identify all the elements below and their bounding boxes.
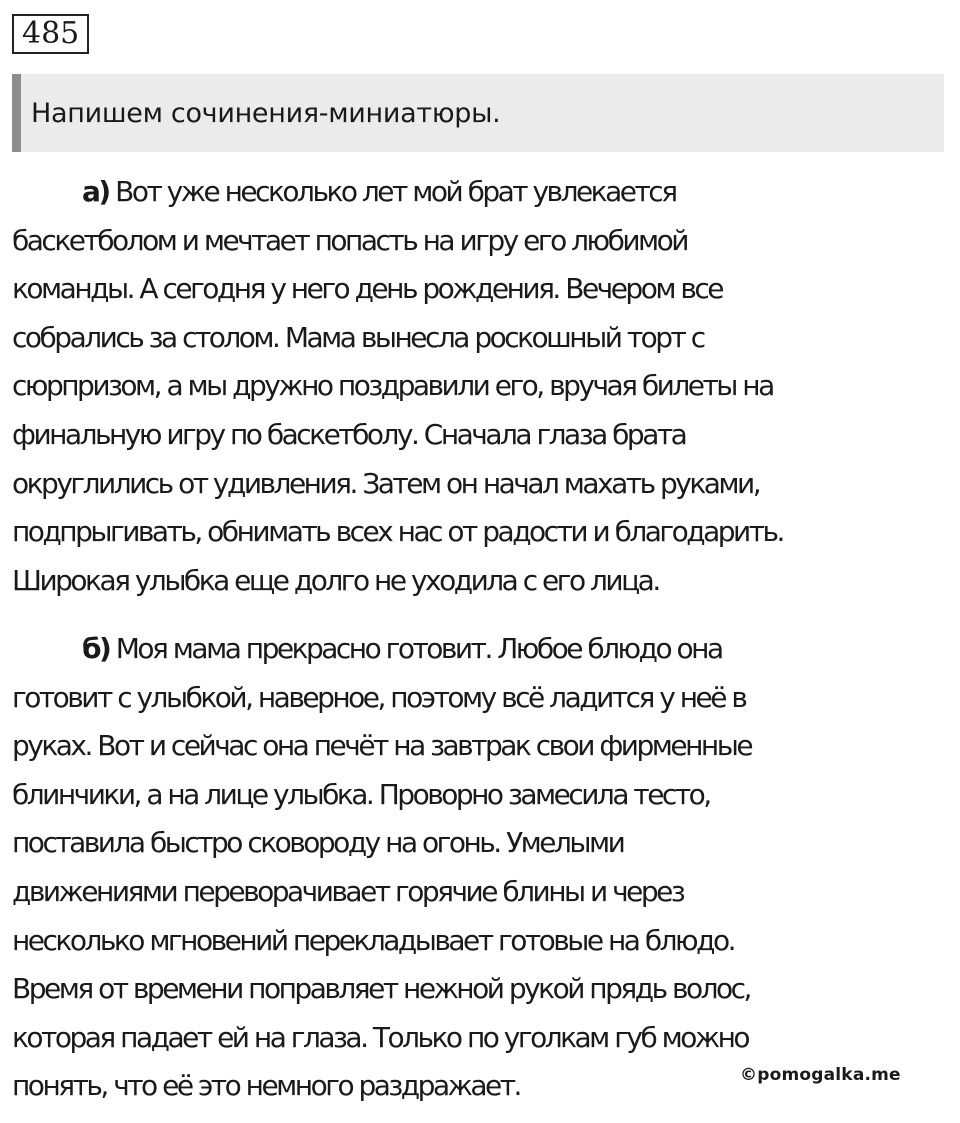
essay-line: округлились от удивления. Затем он начал махать руками, (12, 466, 760, 500)
essay-line: баскетболом и мечтает попасть на игру его любимой (12, 223, 687, 257)
essay-paragraph-b (12, 625, 956, 1111)
essay-line (12, 625, 956, 674)
essay-line (12, 168, 956, 217)
paragraph-marker: а) (82, 175, 109, 208)
essay-line: подпрыгивать, обнимать всех нас от радости и благодарить. (12, 515, 783, 549)
essay-line-text: Моя мама прекрасно готовит. Любое блюдо она (115, 632, 722, 665)
exercise-number-text: 485 (22, 16, 80, 51)
essay-line: поставила быстро сковороду на огонь. Умелыми (12, 826, 624, 860)
essay-line: сюрпризом, а мы дружно поздравили его, вручая билеты на (12, 369, 773, 403)
essay-line: несколько мгновений перекладывает готовые на блюдо. (12, 923, 734, 957)
essay-line: руках. Вот и сейчас она печёт на завтрак свои фирменные (12, 729, 752, 763)
essay-line: готовит с улыбкой, наверное, поэтому всё ладится у неё в (12, 680, 746, 714)
essay-line: понять, что её это немного раздражает. (12, 1069, 520, 1103)
exercise-number (12, 14, 89, 54)
essay-line-text: Вот уже несколько лет мой брат увлекается (115, 175, 676, 208)
essay-line: финальную игру по баскетболу. Сначала глаза брата (12, 417, 686, 451)
essay-paragraph-a (12, 168, 956, 605)
essay-line: блинчики, а на лице улыбка. Проворно замесила тесто, (12, 777, 710, 811)
essay-line: Широкая улыбка еще долго не уходила с его лица. (12, 563, 659, 597)
essay-line: которая падает ей на глаза. Только по уголкам губ можно (12, 1020, 749, 1054)
task-text: Напишем сочинения-миниатюры. (31, 97, 501, 129)
essay-line: движениями переворачивает горячие блины и через (12, 874, 684, 908)
essay-line: собрались за столом. Мама вынесла роскошный торт с (12, 320, 704, 354)
essay-line: Время от времени поправляет нежной рукой прядь волос, (12, 972, 750, 1006)
task-statement (12, 74, 944, 152)
watermark: ©pomogalka.me (740, 1065, 901, 1085)
paragraph-marker: б) (82, 632, 110, 665)
essay-line: команды. А сегодня у него день рождения. Вечером все (12, 272, 722, 306)
